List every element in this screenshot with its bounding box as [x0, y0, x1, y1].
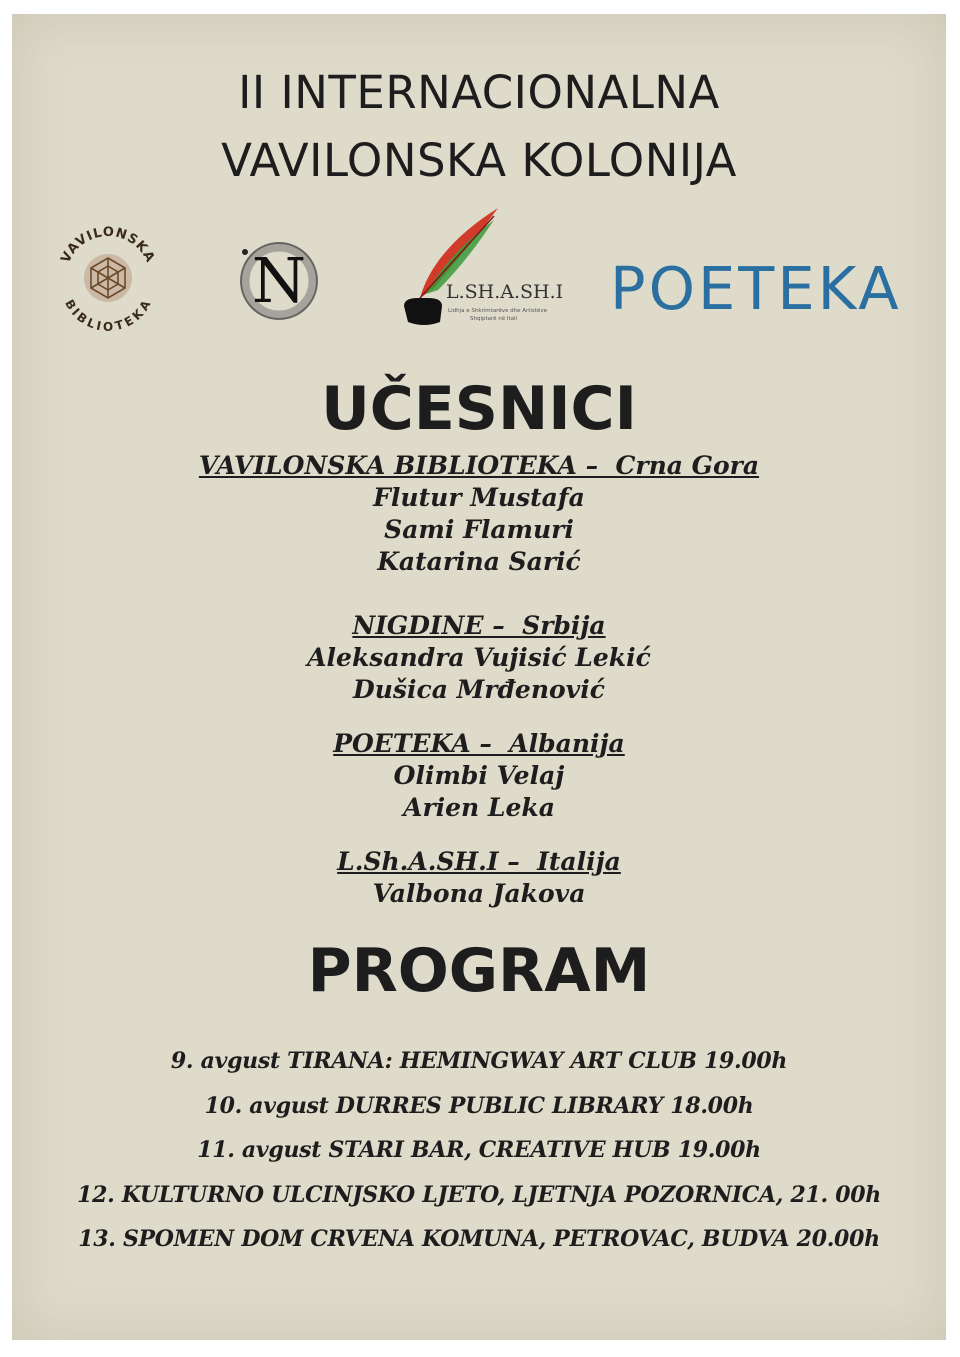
lshashi-logo-tagline-2: Shqiptarë në Itali: [470, 316, 518, 322]
lshashi-logo-graphic: [390, 202, 580, 332]
lshashi-logo: [390, 202, 580, 332]
title-line-2: VAVILONSKA KOLONIJA: [221, 134, 737, 187]
participant-name: Olimbi Velaj: [393, 761, 565, 790]
group-header-text: NIGDINE – Srbija: [352, 611, 606, 640]
vavilonska-logo-graphic: [52, 222, 164, 334]
program-item: 13. SPOMEN DOM CRVENA KOMUNA, PETROVAC, BUDVA 20.00h: [78, 1226, 880, 1252]
participant-name: Katarina Sarić: [377, 547, 581, 576]
program-item: 12. KULTURNO ULCINJSKO LJETO, LJETNJA POZORNICA, 21. 00h: [77, 1182, 881, 1208]
svg-text:BIBLIOTEKA: [62, 297, 154, 334]
program-item: 11. avgust STARI BAR, CREATIVE HUB 19.00h: [197, 1137, 761, 1163]
poeteka-logo: POETEKA: [610, 254, 902, 323]
vavilonska-logo-top-text: VAVILONSKA: [58, 224, 158, 266]
ucesnici-heading: UČESNICI: [321, 374, 637, 444]
nigdine-logo-graphic: [227, 236, 332, 326]
group-header-text: POETEKA – Albanija: [333, 729, 625, 758]
nigdine-logo: [227, 236, 332, 326]
participant-name: Aleksandra Vujisić Lekić: [307, 643, 651, 672]
group-header-poeteka: [12, 728, 946, 760]
group-header-nigdine: [12, 610, 946, 642]
group-header-vavilonska: [12, 450, 946, 482]
lshashi-logo-name: L.SH.A.SH.I: [446, 281, 564, 303]
nigdine-logo-letter: N: [251, 244, 307, 317]
group-header-text: L.Sh.A.SH.I – Italija: [337, 847, 621, 876]
program-item: 10. avgust DURRES PUBLIC LIBRARY 18.00h: [204, 1093, 754, 1119]
participant-name: Dušica Mrđenović: [353, 675, 605, 704]
poster: [12, 14, 946, 1340]
participant-name: Arien Leka: [403, 793, 555, 822]
program-item: 9. avgust TIRANA: HEMINGWAY ART CLUB 19.00h: [170, 1048, 788, 1074]
title-line-1: II INTERNACIONALNA: [238, 66, 720, 119]
lshashi-logo-tagline-1: Lidhja e Shkrimtarëve dhe Artistëve: [448, 308, 547, 314]
group-header-lshashi: [12, 846, 946, 878]
vavilonska-logo-bottom-text: BIBLIOTEKA: [62, 297, 154, 334]
vavilonska-biblioteka-logo: [52, 222, 164, 334]
program-heading: PROGRAM: [307, 936, 651, 1006]
participant-name: Valbona Jakova: [372, 879, 586, 908]
group-header-text: VAVILONSKA BIBLIOTEKA – Crna Gora: [198, 451, 760, 480]
participant-name: Sami Flamuri: [384, 515, 574, 544]
participant-name: Flutur Mustafa: [373, 483, 585, 512]
